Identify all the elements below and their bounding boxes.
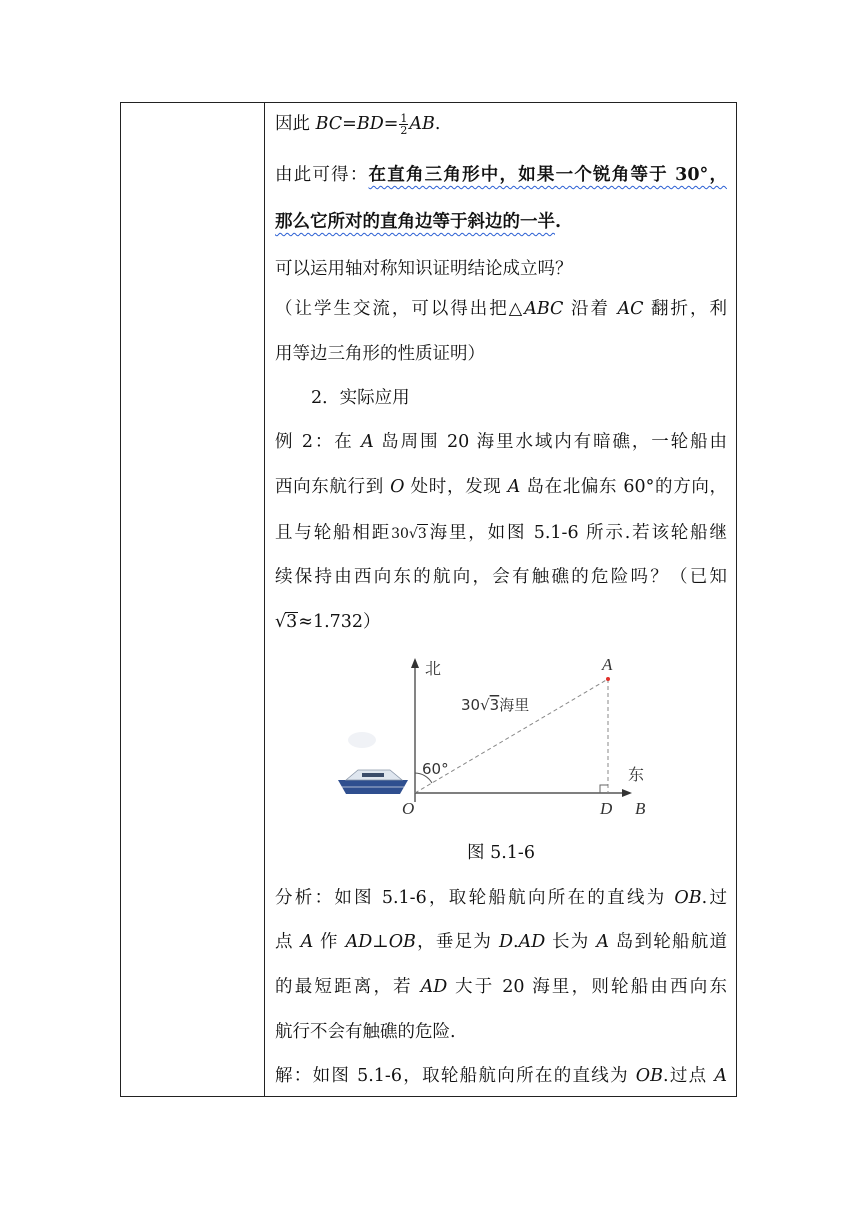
var-ab: AB — [409, 114, 435, 134]
text: 因此 — [275, 114, 316, 134]
text: 点 — [275, 932, 301, 952]
table-frame — [120, 102, 737, 1097]
var-ob: OB — [674, 888, 702, 908]
text: ≈1.732） — [298, 612, 381, 632]
var-ob: OB — [635, 1066, 663, 1086]
east-arrow-icon — [622, 789, 632, 797]
text: 翻折，利 — [643, 299, 727, 319]
label-d: D — [600, 799, 613, 818]
line-1 — [275, 111, 440, 137]
var-ob: OB — [388, 932, 416, 952]
text: 可以运用轴对称知识证明结论成立吗？ — [275, 259, 573, 279]
var-a: A — [596, 932, 609, 952]
label-o: O — [402, 799, 415, 818]
label-b: B — [635, 799, 646, 818]
text: .过点 — [663, 1066, 715, 1086]
text: 岛在北偏东 60°的方向， — [520, 477, 727, 497]
text: 海里，如图 5.1-6 所示.若该轮船继 — [427, 523, 727, 543]
line-5 — [275, 296, 727, 322]
var-a: A — [507, 477, 521, 497]
figure-caption — [275, 840, 727, 866]
point-a — [606, 677, 610, 681]
var-a: A — [714, 1066, 727, 1086]
text: 处时，发现 — [404, 477, 508, 497]
var-a: A — [300, 932, 314, 952]
line-13 — [275, 885, 727, 911]
var-bd: BD — [356, 114, 384, 134]
text: = — [342, 114, 357, 134]
line-10: 且与轮船相距30√3海里，如图 5.1-6 所示.若该轮船继 — [275, 523, 727, 543]
text: ，垂足为 — [415, 932, 499, 952]
line-6 — [275, 341, 485, 367]
text: 解：如图 5.1-6，取轮船航向所在的直线为 — [275, 1066, 636, 1086]
line-15 — [275, 974, 727, 1000]
distance-unit: 海里 — [499, 696, 530, 714]
boat-icon — [338, 732, 408, 794]
text: 岛周围 20 海里水域内有暗礁，一轮船由 — [373, 432, 727, 452]
frac-den: 2 — [400, 124, 408, 137]
line-3 — [275, 209, 561, 235]
text: . — [434, 114, 441, 134]
distance-number: 30 — [461, 696, 481, 714]
line-16 — [275, 1019, 456, 1045]
var-d: D — [498, 932, 513, 952]
line-14 — [275, 929, 727, 955]
var-abc: ABC — [524, 299, 564, 319]
theorem-text: 在直角三角形中，如果一个锐角等于 30°， — [368, 165, 727, 185]
caption-text: 图 5.1-6 — [467, 843, 535, 863]
radicand: 3 — [417, 526, 427, 542]
var-ad: AD — [345, 932, 373, 952]
line-11 — [275, 564, 727, 590]
text: 用等边三角形的性质证明） — [275, 344, 485, 364]
text: .过 — [701, 888, 727, 908]
line-17 — [275, 1063, 727, 1089]
fraction-half — [399, 113, 408, 136]
text: 且与轮船相距 — [275, 523, 392, 543]
line-2 — [275, 162, 727, 188]
text: . — [512, 932, 519, 952]
line-12: √3≈1.732） — [275, 612, 381, 632]
text: = — [383, 114, 399, 134]
text: 由此可得： — [275, 165, 369, 185]
var-bc: BC — [315, 114, 343, 134]
var-o: O — [390, 477, 405, 497]
radicand: 3 — [286, 612, 298, 632]
text: 续保持由西向东的航向，会有触礁的危险吗？（已知 — [275, 567, 727, 587]
label-angle: 60° — [422, 760, 449, 778]
line-7 — [311, 385, 410, 411]
text: 沿着 — [563, 299, 618, 319]
var-ad: AD — [518, 932, 546, 952]
distance-radicand: 3 — [489, 696, 500, 714]
figure-5-1-6 — [330, 652, 660, 822]
text: 大于 20 海里，则轮船由西向东 — [447, 977, 727, 997]
text: 分析：如图 5.1-6，取轮船航向所在的直线为 — [275, 888, 675, 908]
text: 西向东航行到 — [275, 477, 391, 497]
text: 的最短距离，若 — [275, 977, 421, 997]
label-a: A — [602, 655, 613, 674]
theorem-text: 那么它所对的直角边等于斜边的一半 — [275, 212, 555, 232]
text: 例 2：在 — [275, 432, 362, 452]
right-angle-mark — [600, 785, 608, 793]
text: ⊥ — [372, 932, 389, 952]
line-4 — [275, 256, 573, 282]
text: 岛到轮船航道 — [608, 932, 728, 952]
north-arrow-icon — [411, 658, 419, 668]
text: 作 — [313, 932, 346, 952]
var-a: A — [361, 432, 374, 452]
line-9 — [275, 474, 727, 500]
number: 30 — [391, 526, 409, 542]
line-8 — [275, 429, 727, 455]
var-ac: AC — [617, 299, 644, 319]
label-distance: 30√3海里 — [461, 696, 530, 714]
text: 长为 — [545, 932, 597, 952]
text: 航行不会有触礁的危险. — [275, 1022, 456, 1042]
frac-num: 1 — [400, 112, 408, 125]
column-divider — [264, 103, 265, 1096]
text: . — [555, 212, 562, 232]
section-heading: 2．实际应用 — [311, 388, 410, 408]
label-north: 北 — [425, 659, 442, 678]
label-east: 东 — [628, 765, 645, 784]
var-ad: AD — [420, 977, 448, 997]
text: （让学生交流，可以得出把△ — [275, 299, 525, 319]
